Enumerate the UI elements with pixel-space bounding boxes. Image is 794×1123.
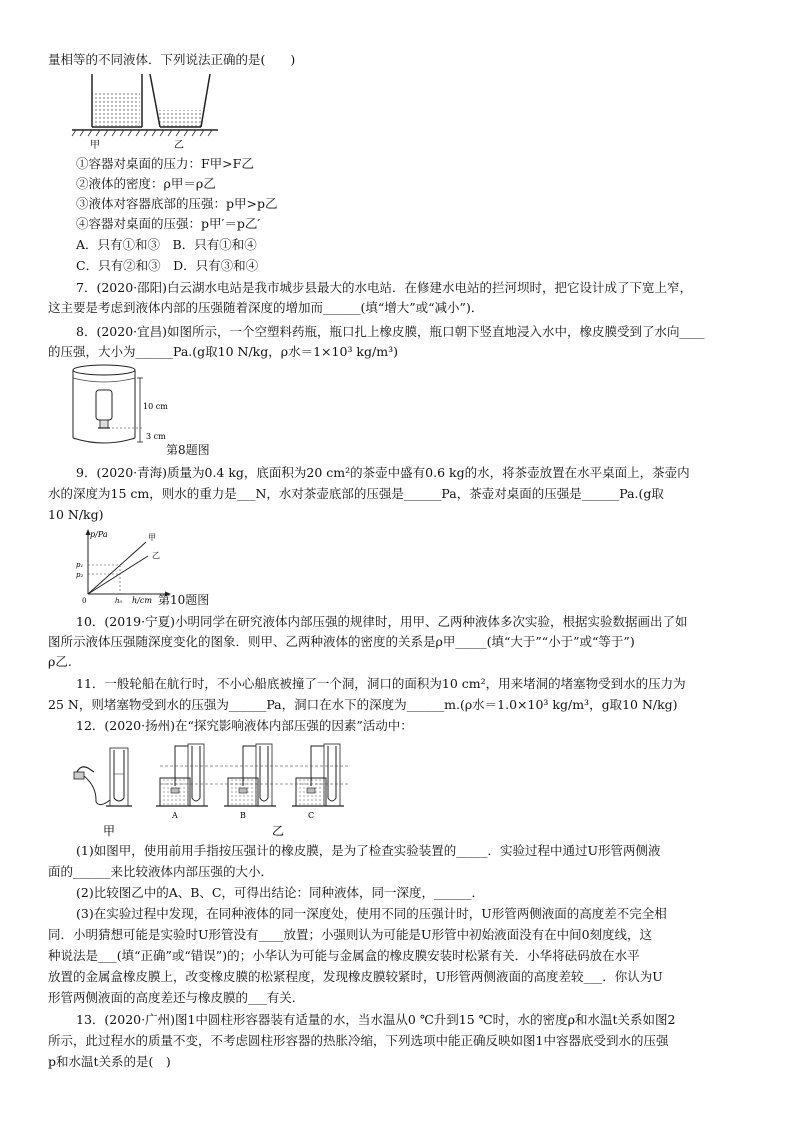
q12-part1-line-2: 面的______来比较液体内部压强的大小． bbox=[48, 864, 274, 879]
q12-part1-line-1: (1)如图甲，使用前用手指按压强计的橡皮膜，是为了检查实验装置的_____．实验过程中通过U形管两侧液 bbox=[76, 843, 661, 858]
q11-line-2: 25 N，则堵塞物受到水的压强为______Pa，洞口在水下的深度为______m.(ρ水＝1.0×10³ kg/m³，g取10 N/kg) bbox=[48, 697, 678, 712]
q8-caption: 第8题图 bbox=[166, 443, 210, 457]
q6-figure bbox=[70, 72, 220, 150]
q13-line-2: 所示，此过程水的质量不变，不考虑圆柱形容器的热胀冷缩，下列选项中能正确反映如图1中容器底受到水的压强 bbox=[48, 1033, 669, 1048]
q8-dim-10cm: 10 cm bbox=[143, 402, 168, 411]
q6-stem-end: 量相等的不同液体．下列说法正确的是( ) bbox=[48, 52, 296, 67]
q12-part3-line-3: 种说法是___(填“正确”或“错误”)的；小华认为可能与金属盒的橡皮膜安装时松紧有关．小华将砝码放在水平 bbox=[48, 948, 640, 963]
q13-line-3: p和水温t关系的是( ) bbox=[48, 1054, 171, 1069]
q10-line-yi bbox=[88, 556, 148, 594]
q10-y-axis-label: p/Pa bbox=[90, 530, 108, 539]
q12-part3-line-2: 同．小明猜想可能是实验时U形管没有____放置；小强则认为可能是U形管中初始液面没有在中间0刻度线，这 bbox=[48, 927, 653, 942]
q7-line-2: 这主要是考虑到液体内部的压强随着深度的增加而______(填“增大”或“减小”)． bbox=[48, 300, 484, 315]
q6-statement-3: ③液体对容器底部的压强：p甲>p乙 bbox=[76, 196, 278, 211]
q11-line-1: 11．一般轮船在航行时，不小心船底被撞了一个洞，洞口的面积为10 cm²，用来堵洞的堵塞物受到水的压力为 bbox=[76, 676, 686, 691]
q10-p2: p₂ bbox=[76, 571, 84, 579]
q12-fig-label-yi: 乙 bbox=[272, 824, 285, 838]
q12-part3-line-4: 放置的金属盒橡皮膜上，改变橡皮膜的松紧程度，发现橡皮膜较紧时，U形管两侧液面的高度差较___．你认为U bbox=[48, 969, 663, 984]
q10-line-jia bbox=[88, 542, 146, 594]
q9-line-2: 水的深度为15 cm，则水的重力是___N，水对茶壶底部的压强是______Pa，茶壶对桌面的压强是______Pa.(g取 bbox=[48, 486, 664, 501]
q6-options-ab: A．只有①和③ B．只有①和④ bbox=[76, 237, 257, 252]
q10-x-axis-label: h/cm bbox=[132, 596, 152, 605]
q12-fig-label-jia: 甲 bbox=[103, 824, 116, 838]
q8-line-1: 8．(2020·宜昌)如图所示，一个空塑料药瓶，瓶口扎上橡皮膜，瓶口朝下竖直地浸入水中，橡皮膜受到了水向____ bbox=[76, 324, 705, 339]
q12-fig-letter-c: C bbox=[308, 811, 315, 820]
q12-figure bbox=[70, 738, 370, 842]
q8-dim-3cm: 3 cm bbox=[146, 432, 166, 441]
q6-statement-2: ②液体的密度：ρ甲＝ρ乙 bbox=[76, 176, 216, 191]
q12-line-1: 12．(2020·扬州)在“探究影响液体内部压强的因素”活动中： bbox=[76, 718, 413, 733]
q12-part2-line-1: (2)比较图乙中的A、B、C，可得出结论：同种液体，同一深度，______． bbox=[76, 885, 484, 900]
q10-origin: 0 bbox=[82, 597, 87, 605]
q10-h0: h₀ bbox=[115, 597, 123, 605]
q10-line-1: 10．(2019·宁夏)小明同学在研究液体内部压强的规律时，用甲、乙两种液体多次实验，根据实验数据画出了如 bbox=[76, 614, 688, 629]
q12-part3-line-1: (3)在实验过程中发现，在同种液体的同一深度处，使用不同的压强计时，U形管两侧液面的高度差不完全相 bbox=[76, 906, 667, 921]
q9-line-1: 9．(2020·青海)质量为0.4 kg，底面积为20 cm²的茶壶中盛有0.6 kg的水，将茶壶放置在水平桌面上，茶壶内 bbox=[76, 465, 690, 480]
q6-options-cd: C．只有②和③ D．只有③和④ bbox=[76, 258, 259, 273]
q13-line-1: 13．(2020·广州)图1中圆柱形容器装有适量的水，当水温从0 ℃升到15 ℃时，水的密度ρ和水温t关系如图2 bbox=[76, 1012, 676, 1027]
q6-fig-label-yi: 乙 bbox=[174, 140, 184, 150]
q10-caption: 第10题图 bbox=[158, 593, 210, 607]
q12-fig-letter-a: A bbox=[172, 811, 178, 820]
q10-line-2: 图所示液体压强随深度变化的图象．则甲、乙两种液体的密度的关系是ρ甲_____(填“大于”“小于”或“等于”) bbox=[48, 634, 635, 649]
q8-line-2: 的压强，大小为______Pa.(g取10 N/kg，ρ水＝1×10³ kg/m³) bbox=[48, 344, 398, 359]
q10-line-3: ρ乙. bbox=[48, 654, 72, 669]
q10-series-yi: 乙 bbox=[152, 551, 160, 560]
q10-p1: p₁ bbox=[76, 561, 84, 569]
q7-line-1: 7．(2020·邵阳)白云湖水电站是我市城步县最大的水电站．在修建水电站的拦河坝时，把它设计成了下宽上窄， bbox=[76, 280, 692, 295]
q12-fig-letter-b: B bbox=[240, 811, 246, 820]
q10-series-jia: 甲 bbox=[148, 533, 156, 542]
q6-fig-label-jia: 甲 bbox=[90, 140, 100, 150]
q9-line-3: 10 N/kg) bbox=[48, 507, 104, 522]
q12-part3-line-5: 形管两侧液面的高度差还与橡皮膜的___有关． bbox=[48, 990, 305, 1005]
q6-statement-1: ①容器对桌面的压力：F甲>F乙 bbox=[76, 156, 254, 171]
q8-figure bbox=[68, 362, 188, 448]
q6-statement-4: ④容器对桌面的压强：p甲′＝p乙′ bbox=[76, 216, 261, 231]
